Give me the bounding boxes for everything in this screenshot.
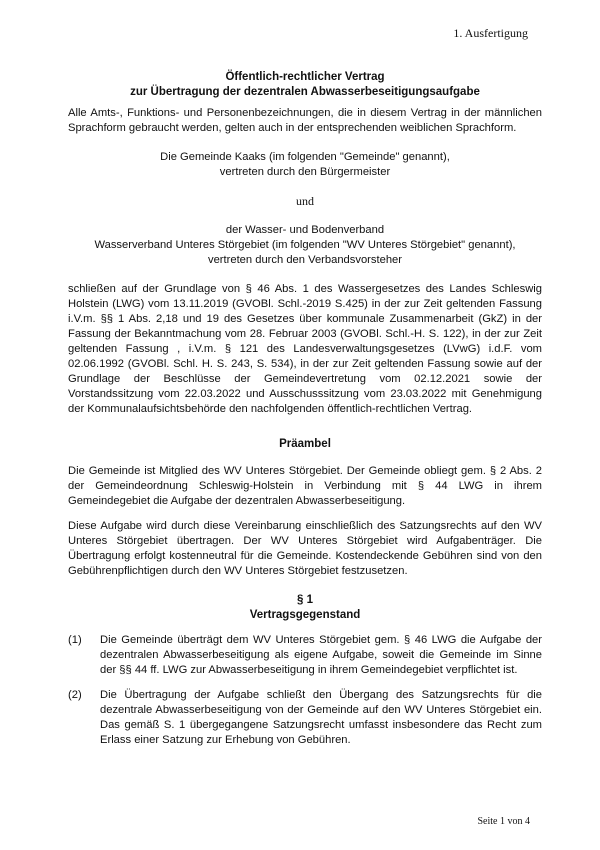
section1-number: § 1 bbox=[297, 594, 313, 606]
document-body bbox=[68, 70, 542, 748]
preamble-paragraph-1: Die Gemeinde ist Mitglied des WV Unteres Störgebiet. Der Gemeinde obliegt gem. § 2 Abs. 2 der Gemeindeordnung Schleswig-Holstein in Verbindung mit § 44 LWG in ihrem Gemeindegebiet die Aufgabe der dezentralen Abwasserbeseitigung. bbox=[68, 465, 542, 507]
party2-line-2: Wasserverband Unteres Störgebiet (im folgenden "WV Unteres Störgebiet" genannt), bbox=[94, 239, 516, 251]
party2-line-3: vertreten durch den Verbandsvorsteher bbox=[207, 254, 403, 266]
preamble-paragraph-2: Diese Aufgabe wird durch diese Vereinbarung einschließlich des Satzungsrechts auf den WV Unteres Störgebiet übertragen. Der WV Unteres Störgebiet wird Aufgabenträger. Die Übertragung erfolgt kostenneutral für die Gemeinde. Kostendeckende Gebühren sind von den Gebührenpflichtigen durch den WV Unteres Störgebiet festzusetzen. bbox=[68, 520, 542, 577]
item-text: Die Gemeinde überträgt dem WV Unteres Störgebiet gem. § 46 LWG die Aufgabe der dezentralen Abwasserbeseitigung als eigene Aufgabe, soweit die Gemeinde im Sinne der §§ 44 ff. LWG zur Abwasserbeseitigung in ihrem Gemeindegebiet verpflichtet ist. bbox=[100, 634, 542, 676]
party1-line-1: Die Gemeinde Kaaks (im folgenden "Gemeinde" genannt), bbox=[160, 151, 450, 163]
and-text: und bbox=[296, 194, 314, 208]
party2-line-1: der Wasser- und Bodenverband bbox=[225, 224, 385, 236]
item-text: Die Übertragung der Aufgabe schließt den Übergang des Satzungsrechts für die dezentrale Abwasserbeseitigung von der Gemeinde auf den WV Unteres Störgebiet ein. Das gemäß S. 1 übergegangene Satzungsrecht umfasst insbesondere das Recht zum Erlass einer Satzung zur Erhebung von Gebühren. bbox=[100, 689, 542, 746]
list-item bbox=[68, 633, 542, 678]
item-number: (2) bbox=[68, 689, 82, 701]
item-number: (1) bbox=[68, 634, 82, 646]
title-line-2: zur Übertragung der dezentralen Abwasserbeseitigungsaufgabe bbox=[130, 86, 480, 98]
intro-note: Alle Amts-, Funktions- und Personenbezeichnungen, die in diesem Vertrag in der männlichen Sprachform gebraucht werden, gelten auch in der entsprechenden weiblichen Sprachform. bbox=[68, 107, 542, 134]
preamble-heading: Präambel bbox=[279, 438, 331, 450]
list-item bbox=[68, 688, 542, 748]
party1-line-2: vertreten durch den Bürgermeister bbox=[219, 166, 391, 178]
page-number: Seite 1 von 4 bbox=[477, 816, 530, 827]
copy-note: 1. Ausfertigung bbox=[453, 26, 528, 40]
conclusion-paragraph: schließen auf der Grundlage von § 46 Abs. 1 des Wassergesetzes des Landes Schleswig Holstein (LWG) vom 13.11.2019 (GVOBl. Schl.-2019 S.425) in der zur Zeit geltenden Fassung i.V.m. §§ 1 Abs. 2,18 und 19 des Gesetzes über kommunale Zusammenarbeit (GkZ) in der Fassung der Bekanntmachung vom 28. Februar 2003 (GVOBl. Schl.-H. S. 122), in der zur Zeit geltenden Fassung , i.V.m. § 121 des Landesverwaltungsgesetzes (LVwG) i.d.F. vom 02.06.1992 (GVOBl. Schl. H. S. 243, S. 534), in der zur Zeit geltenden Fassung sowie auf der Grundlage der Beschlüsse der Gemeindevertretung vom 02.12.2021 sowie der Vorstandssitzung vom 22.03.2022 und Ausschusssitzung vom 23.03.2022 mit Genehmigung der Kommunalaufsichtsbehörde den nachfolgenden öffentlich-rechtlichen Vertrag. bbox=[68, 283, 542, 415]
section1-title: Vertragsgegenstand bbox=[249, 609, 361, 621]
title-line-1: Öffentlich-rechtlicher Vertrag bbox=[225, 71, 385, 83]
